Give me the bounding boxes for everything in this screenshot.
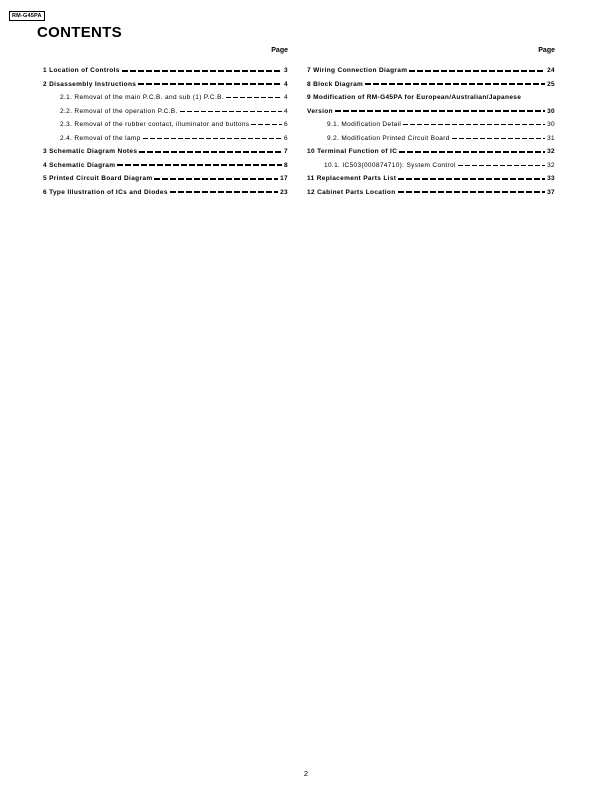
toc-entry-label: 2.3. Removal of the rubber contact, illuminator and buttons [60, 121, 250, 128]
toc-entry-page: 6 [284, 134, 288, 142]
dot-leader [452, 138, 545, 139]
toc-entry-removal-main-pcb[interactable] [43, 91, 288, 105]
toc-entry-removal-operation-pcb[interactable] [43, 105, 288, 119]
dot-leader [251, 124, 282, 125]
toc-entry-page: 4 [284, 107, 288, 115]
toc-entry-page: 6 [284, 121, 288, 128]
toc-entry-label: 3 Schematic Diagram Notes [43, 148, 138, 155]
toc-entry-page: 30 [547, 121, 555, 128]
page-number: 2 [303, 769, 309, 778]
toc-entry-label: 5 Printed Circuit Board Diagram [43, 175, 153, 182]
toc-entry-page: 32 [547, 161, 555, 169]
toc-entry-label: 7 Wiring Connection Diagram [307, 67, 408, 74]
toc-entry-removal-lamp[interactable] [43, 132, 288, 146]
dot-leader [117, 164, 282, 166]
toc-entry-removal-rubber-contact[interactable] [43, 118, 288, 132]
toc-entry-label: 9.1. Modification Detail [327, 121, 402, 128]
dot-leader [398, 191, 545, 193]
toc-entry-disassembly-instructions[interactable] [43, 78, 288, 92]
toc-entry-label: 2 Disassembly Instructions [43, 80, 137, 88]
toc-entry-modification-pcb[interactable] [307, 132, 555, 146]
toc-entry-terminal-function[interactable] [307, 145, 555, 159]
page-column-label: Page [538, 47, 555, 54]
toc-entry-label: 9.2. Modification Printed Circuit Board [327, 134, 450, 142]
dot-leader [398, 178, 545, 180]
toc-entry-schematic-diagram[interactable] [43, 159, 288, 173]
dot-leader [403, 124, 545, 125]
model-tag: RM-G45PA [9, 11, 45, 21]
toc-entry-page: 33 [547, 175, 555, 182]
dot-leader [365, 83, 545, 85]
toc-entry-label: 8 Block Diagram [307, 80, 364, 88]
page-column-label: Page [271, 47, 288, 54]
dot-leader [122, 70, 282, 72]
toc-column-right [307, 46, 555, 199]
dot-leader [226, 97, 282, 98]
toc-entry-label: 2.2. Removal of the operation P.C.B. [60, 107, 178, 115]
toc-column-left [43, 46, 288, 199]
dot-leader [170, 191, 278, 193]
toc-entry-modification[interactable] [307, 91, 555, 105]
toc-entry-ic503-system-control[interactable] [307, 159, 555, 173]
toc-entry-page: 25 [547, 80, 555, 88]
toc-entry-label: 11 Replacement Parts List [307, 175, 397, 182]
dot-leader [139, 151, 282, 153]
toc-entry-label: 10.1. IC503(000874710): System Control [324, 161, 456, 169]
toc-entry-replacement-parts-list[interactable] [307, 172, 555, 186]
toc-entry-location-of-controls[interactable] [43, 64, 288, 78]
toc-entry-page: 4 [284, 94, 288, 101]
toc-entry-page: 17 [280, 175, 288, 182]
toc-entry-label: 1 Location of Controls [43, 67, 120, 74]
toc-entry-page: 8 [284, 161, 288, 169]
dot-leader [399, 151, 545, 153]
dot-leader [154, 178, 278, 180]
toc-entry-label: 4 Schematic Diagram [43, 161, 116, 169]
toc-entry-label: 12 Cabinet Parts Location [307, 188, 396, 196]
toc-entry-label: Version [307, 107, 333, 115]
toc-entry-page: 3 [284, 67, 288, 74]
toc-entry-page: 7 [284, 148, 288, 155]
toc-entry-label: 2.4. Removal of the lamp [60, 134, 141, 142]
toc-entry-wiring-connection-diagram[interactable] [307, 64, 555, 78]
toc-entry-pcb-diagram[interactable] [43, 172, 288, 186]
toc-entry-label: 9 Modification of RM-G45PA for European/Australian/Japanese [307, 94, 522, 101]
toc-entry-page: 31 [547, 134, 555, 142]
toc-entry-label: 2.1. Removal of the main P.C.B. and sub (1) P.C.B. [60, 94, 224, 101]
toc-entry-block-diagram[interactable] [307, 78, 555, 92]
toc-entry-page: 37 [547, 188, 555, 196]
toc-entry-page: 4 [284, 80, 288, 88]
toc-entry-page: 32 [547, 148, 555, 155]
page-title: CONTENTS [37, 24, 122, 41]
dot-leader [138, 83, 282, 85]
dot-leader [458, 165, 545, 166]
toc-entry-schematic-diagram-notes[interactable] [43, 145, 288, 159]
dot-leader [409, 70, 545, 72]
toc-entry-modification-version[interactable] [307, 105, 555, 119]
dot-leader [335, 110, 545, 112]
toc-entry-cabinet-parts-location[interactable] [307, 186, 555, 200]
toc-entry-label: 6 Type Illustration of ICs and Diodes [43, 188, 168, 196]
toc-entry-type-illustration[interactable] [43, 186, 288, 200]
toc-entry-label: 10 Terminal Function of IC [307, 148, 398, 155]
dot-leader [180, 111, 282, 112]
dot-leader [143, 138, 282, 139]
toc-entry-modification-detail[interactable] [307, 118, 555, 132]
toc-entry-page: 30 [547, 107, 555, 115]
toc-entry-page: 24 [547, 67, 555, 74]
toc-entry-page: 23 [280, 188, 288, 196]
